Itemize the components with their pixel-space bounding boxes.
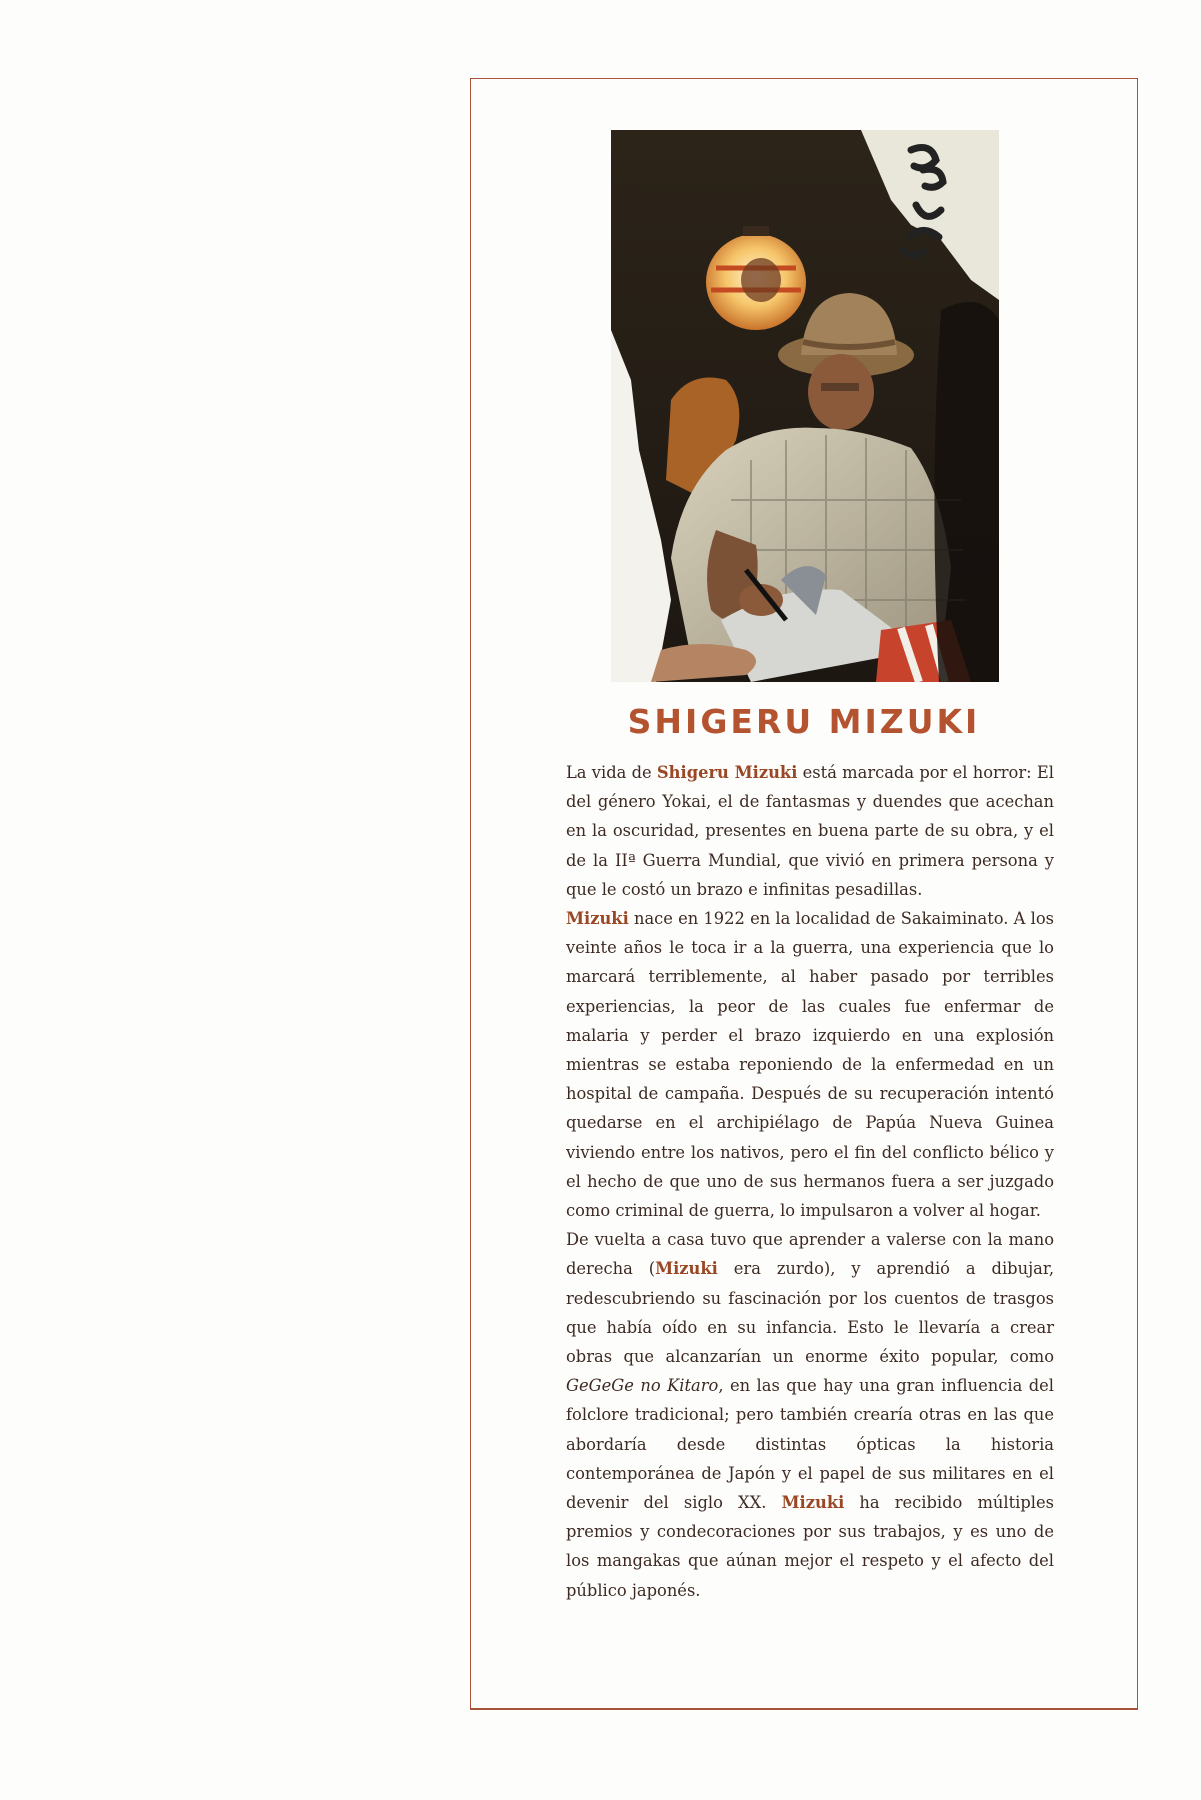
bio-text: está marcada por el horror: El del género Yokai, el de fantasmas y duendes que acechan en la oscuridad, presentes en buena parte de su obra, y el de la IIª Guerra Mundial, que vivió en primera persona y que le costó un brazo e infinitas pesadillas. <box>566 763 1054 899</box>
bio-text: De vuelta a casa tuvo que aprender a valerse con la mano derecha ( <box>566 1230 1054 1279</box>
bio-paragraph <box>566 758 1054 904</box>
article-body <box>566 758 1054 1605</box>
author-name-emphasis: Shigeru Mizuki <box>656 763 798 782</box>
bio-text: nace en 1922 en la localidad de Sakaiminato. A los veinte años le toca ir a la guerra, una experiencia que lo marcará terriblemente, al haber pasado por terribles experiencias, la peor de las cuales fue enfermar de malaria y perder el brazo izquierdo en una explosión mientras se estaba reponiendo de la enfermedad en un hospital de campaña. Después de su recuperación intentó quedarse en el archipiélago de Papúa Nueva Guinea viviendo entre los nativos, pero el fin del conflicto bélico y el hecho de que uno de sus hermanos fuera a ser juzgado como criminal de guerra, lo impulsaron a volver al hogar. <box>566 909 1054 1221</box>
article-title: SHIGERU MIZUKI <box>627 702 981 741</box>
bio-text: era zurdo), y aprendió a dibujar, redescubriendo su fascinación por los cuentos de trasgos que había oído en su infancia. Esto le llevaría a crear obras que alcanzarían un enorme éxito popular, como <box>566 1259 1054 1367</box>
author-photo <box>611 130 999 682</box>
work-title: GeGeGe no Kitaro <box>566 1376 719 1396</box>
bio-text: , en las que hay una gran influencia del folclore tradicional; pero también crearía otras en las que abordaría desde distintas ópticas la historia contemporánea de Japón y el papel de sus militares en el devenir del siglo XX. <box>566 1376 1054 1513</box>
bio-paragraph <box>566 1225 1054 1605</box>
bio-text: ha recibido múltiples premios y condecoraciones por sus trabajos, y es uno de los mangakas que aúnan mejor el respeto y el afecto del público japonés. <box>566 1493 1054 1600</box>
bio-paragraph <box>566 904 1054 1225</box>
author-name-emphasis: Mizuki <box>781 1493 845 1513</box>
author-name-emphasis: Mizuki <box>655 1259 718 1279</box>
bio-text: La vida de <box>566 763 657 782</box>
author-name-emphasis: Mizuki <box>566 909 629 929</box>
